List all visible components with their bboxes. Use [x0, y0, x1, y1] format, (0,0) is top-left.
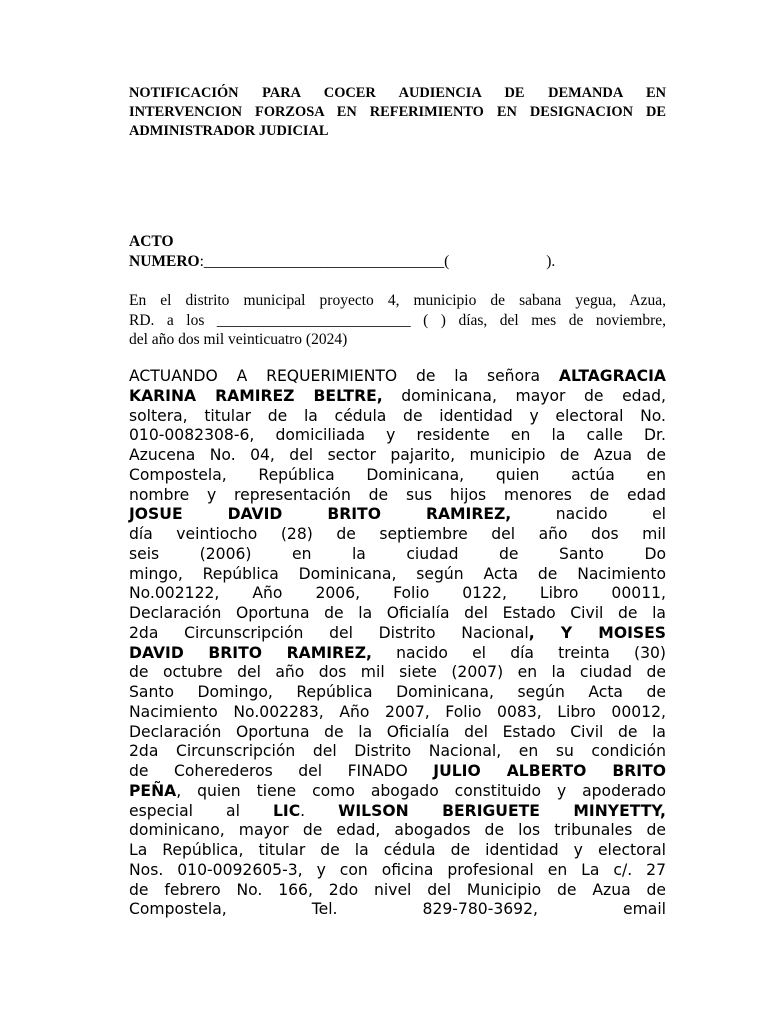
- body-text: mingo, República Dominicana, según Acta de Nacimiento: [129, 564, 666, 583]
- body-text: .: [300, 801, 339, 820]
- body-text: especial al: [129, 801, 273, 820]
- body-text: 2da Circunscripción del Distrito Nacional, en su condición: [129, 742, 666, 761]
- body-line: [129, 782, 666, 802]
- body-bold-text: KARINA RAMIREZ BELTRE,: [129, 386, 383, 405]
- body-bold-text: ALTAGRACIA: [558, 367, 666, 385]
- intro-line: del año dos mil veinticuatro (2024): [129, 331, 348, 348]
- body-text: Declaración Oportuna de la Oficialía del Estado Civil de la: [129, 722, 666, 741]
- body-line: [129, 407, 666, 427]
- body-text: 2da Circunscripción del Distrito Nacional: [129, 623, 529, 642]
- body-bold-text: JOSUE DAVID BRITO RAMIREZ,: [129, 505, 512, 524]
- numero-blank: :_______________________________( ).: [199, 253, 556, 270]
- body-line: [129, 723, 666, 743]
- title-line: NOTIFICACIÓN PARA COCER AUDIENCIA DE DEMANDA EN: [129, 85, 666, 101]
- body-bold-text: LIC: [272, 801, 301, 820]
- body-paragraph: [129, 367, 666, 920]
- body-text: Santo Domingo, República Dominicana, según Acta de: [129, 683, 666, 701]
- body-text: nacido el: [511, 505, 666, 524]
- body-text: ACTUANDO A REQUERIMIENTO de la señora: [129, 367, 559, 385]
- body-bold-text: PEÑA: [129, 781, 177, 800]
- body-line: [129, 486, 666, 506]
- body-text: dominicana, mayor de edad,: [382, 386, 666, 405]
- body-text: , quien tiene como abogado constituido y apoderado: [176, 781, 666, 800]
- body-bold-text: DAVID BRITO RAMIREZ,: [129, 643, 372, 662]
- body-text: día veintiocho (28) de septiembre del año dos mil: [129, 525, 666, 543]
- body-line: [129, 525, 666, 545]
- body-line: [129, 426, 666, 446]
- body-line: [129, 841, 666, 861]
- body-line: [129, 565, 666, 585]
- body-line: [129, 703, 666, 723]
- body-text: Azucena No. 04, del sector pajarito, municipio de Azua de: [129, 446, 666, 464]
- acto-label: ACTO: [129, 233, 174, 250]
- body-bold-text: , Y MOISES: [528, 623, 666, 642]
- body-text: de Coherederos del FINADO: [129, 762, 434, 780]
- body-line: [129, 446, 666, 466]
- body-line: [129, 802, 666, 822]
- numero-line: [129, 252, 666, 272]
- body-line: [129, 900, 666, 920]
- acto-numero-block: [129, 232, 666, 272]
- body-text: 010-0082308-6, domiciliada y residente en la calle Dr.: [129, 426, 666, 445]
- body-bold-text: WILSON BERIGUETE MINYETTY,: [338, 801, 666, 820]
- body-text: La República, titular de la cédula de identidad y electoral: [129, 841, 666, 859]
- body-text: soltera, titular de la cédula de identidad y electoral No.: [129, 406, 666, 425]
- body-line: [129, 604, 666, 624]
- body-line: [129, 742, 666, 762]
- body-line: [129, 466, 666, 486]
- body-line: [129, 505, 666, 525]
- body-line: [129, 584, 666, 604]
- body-text: Nos. 010-0092605-3, y con oficina profesional en La c/. 27: [129, 860, 666, 879]
- intro-paragraph: [129, 291, 666, 350]
- title-line: INTERVENCION FORZOSA EN REFERIMIENTO EN DESIGNACION DE: [129, 104, 666, 120]
- body-text: dominicano, mayor de edad, abogados de los tribunales de: [129, 821, 666, 840]
- body-line: [129, 762, 666, 782]
- document-title: [129, 84, 666, 141]
- body-line: [129, 624, 666, 644]
- body-text: de octubre del año dos mil siete (2007) en la ciudad de: [129, 663, 666, 682]
- intro-line: En el distrito municipal proyecto 4, municipio de sabana yegua, Azua,: [129, 292, 666, 309]
- body-text: Compostela, Tel. 829-780-3692, email: [129, 900, 666, 919]
- body-line: [129, 821, 666, 841]
- body-line: [129, 367, 666, 387]
- body-line: [129, 387, 666, 407]
- body-text: Nacimiento No.002283, Año 2007, Folio 0083, Libro 00012,: [129, 702, 666, 721]
- body-text: nacido el día treinta (30): [371, 643, 666, 662]
- intro-line: RD. a los _________________________ ( ) días, del mes de noviembre,: [129, 311, 666, 329]
- title-line: ADMINISTRADOR JUDICIAL: [129, 123, 329, 139]
- body-text: nombre y representación de sus hijos menores de edad: [129, 485, 666, 504]
- body-text: Declaración Oportuna de la Oficialía del Estado Civil de la: [129, 604, 666, 622]
- body-text: Compostela, República Dominicana, quien actúa en: [129, 465, 666, 484]
- body-text: seis (2006) en la ciudad de Santo Do: [129, 544, 666, 563]
- body-text: de febrero No. 166, 2do nivel del Municipio de Azua de: [129, 880, 666, 899]
- body-bold-text: JULIO ALBERTO BRITO: [433, 762, 666, 780]
- body-line: [129, 861, 666, 881]
- body-text: No.002122, Año 2006, Folio 0122, Libro 00011,: [129, 584, 666, 603]
- body-line: [129, 881, 666, 901]
- body-line: [129, 644, 666, 664]
- body-line: [129, 545, 666, 565]
- body-line: [129, 663, 666, 683]
- numero-label: NUMERO: [129, 253, 200, 270]
- body-line: [129, 683, 666, 703]
